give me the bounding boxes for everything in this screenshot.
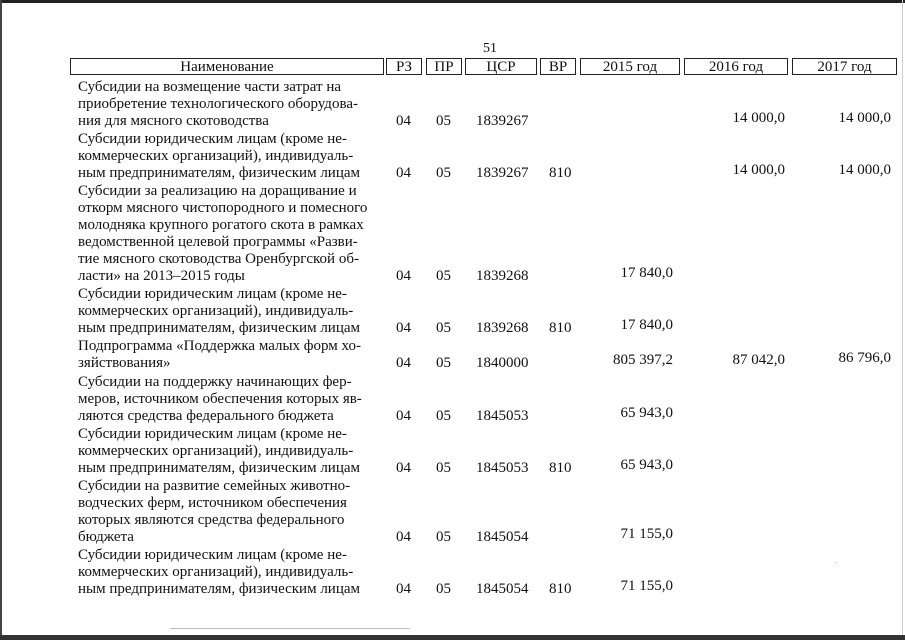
row-name: Субсидии на поддержку начинающих фер- меров, источником обеспечения которых яв- ляются средства федерального бюджета (78, 374, 362, 424)
table-row (0, 131, 905, 182)
header-2016: 2016 год (684, 58, 788, 75)
row-csr: 1839267 (476, 165, 529, 181)
row-2015: 805 397,2 (613, 352, 673, 368)
row-2016: 87 042,0 (732, 352, 785, 368)
row-2016: 14 000,0 (732, 162, 785, 178)
row-pr: 05 (436, 165, 451, 181)
row-2015: 65 943,0 (620, 457, 673, 473)
header-csr: ЦСР (465, 58, 537, 75)
row-name: Субсидии юридическим лицам (кроме не- коммерческих организаций), индивидуаль- ным предпринимателям, физическим лицам (78, 547, 361, 597)
row-name: Субсидии на возмещение части затрат на приобретение технологического оборудова- ния для мясного скотоводства (78, 79, 358, 129)
row-pr: 05 (436, 529, 451, 545)
row-2015: 17 840,0 (620, 265, 673, 281)
table-row (0, 426, 905, 477)
row-rz: 04 (396, 268, 411, 284)
table-row (0, 286, 905, 337)
row-name: Субсидии за реализацию на доращивание и откорм мясного чистопородного и помесного молодняка крупного рогатого скота в рамках ведомственной целевой программы «Разви- тие мясного скотоводства Оренбургской об- ласти» на 2013–2015 годы (78, 183, 368, 284)
row-pr: 05 (436, 113, 451, 129)
row-csr: 1839267 (476, 113, 529, 129)
header-vr: ВР (540, 58, 576, 75)
header-2017: 2017 год (792, 58, 897, 75)
row-rz: 04 (396, 165, 411, 181)
row-pr: 05 (436, 408, 451, 424)
table-row (0, 374, 905, 425)
row-rz: 04 (396, 460, 411, 476)
table-row (0, 79, 905, 130)
row-vr: 810 (549, 581, 572, 597)
row-pr: 05 (436, 581, 451, 597)
row-pr: 05 (436, 355, 451, 371)
row-2017: 14 000,0 (838, 162, 891, 178)
row-2016: 14 000,0 (732, 110, 785, 126)
row-name: Субсидии юридическим лицам (кроме не- коммерческих организаций), индивидуаль- ным предпринимателям, физическим лицам (78, 426, 361, 476)
row-csr: 1845054 (476, 581, 529, 597)
row-csr: 1845054 (476, 529, 529, 545)
row-2015: 17 840,0 (620, 317, 673, 333)
row-vr: 810 (549, 460, 572, 476)
header-pr: ПР (426, 58, 462, 75)
row-rz: 04 (396, 408, 411, 424)
row-rz: 04 (396, 320, 411, 336)
row-vr: 810 (549, 165, 572, 181)
row-2015: 65 943,0 (620, 405, 673, 421)
row-name: Подпрограмма «Поддержка малых форм хо- зяйствования» (78, 338, 361, 371)
header-rz: РЗ (386, 58, 422, 75)
row-2015: 71 155,0 (620, 526, 673, 542)
row-pr: 05 (436, 268, 451, 284)
row-name: Субсидии на развитие семейных животно- водческих ферм, источником обеспечения которых являются средства федерального бюджета (78, 478, 351, 545)
row-csr: 1839268 (476, 268, 529, 284)
table-row (0, 183, 905, 285)
row-2017: 86 796,0 (838, 350, 891, 366)
scan-artifact (170, 628, 410, 629)
row-name: Субсидии юридическим лицам (кроме не- коммерческих организаций), индивидуаль- ным предпринимателям, физическим лицам (78, 286, 361, 336)
row-csr: 1839268 (476, 320, 529, 336)
table-row (0, 338, 905, 372)
row-rz: 04 (396, 581, 411, 597)
scan-artifact (835, 562, 836, 563)
row-csr: 1840000 (476, 355, 529, 371)
row-vr: 810 (549, 320, 572, 336)
row-2015: 71 155,0 (620, 578, 673, 594)
table-row (0, 547, 905, 598)
scan-border-bottom (0, 635, 905, 640)
scan-border-top (0, 0, 905, 3)
header-2015: 2015 год (580, 58, 680, 75)
row-pr: 05 (436, 320, 451, 336)
row-name: Субсидии юридическим лицам (кроме не- коммерческих организаций), индивидуаль- ным предпринимателям, физическим лицам (78, 131, 361, 181)
header-name: Наименование (70, 58, 384, 75)
table-row (0, 478, 905, 546)
row-csr: 1845053 (476, 460, 529, 476)
row-rz: 04 (396, 529, 411, 545)
row-rz: 04 (396, 113, 411, 129)
row-rz: 04 (396, 355, 411, 371)
page-number: 51 (483, 41, 497, 56)
row-pr: 05 (436, 460, 451, 476)
table-header (70, 58, 897, 77)
row-csr: 1845053 (476, 408, 529, 424)
row-2017: 14 000,0 (838, 110, 891, 126)
